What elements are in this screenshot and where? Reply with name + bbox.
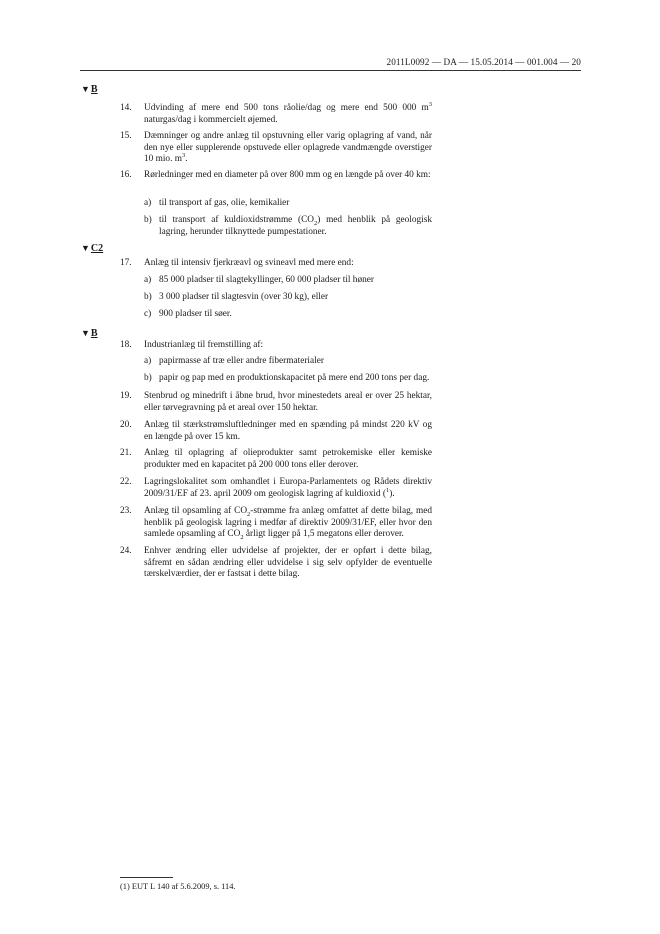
triangle-down-icon: ▼ [81,243,90,253]
list-item-20: 20. Anlæg til stærkstrømsluftledninger med en spænding på mindst 220 kV og en længde på over 15 km. [120,420,432,442]
list-subitem-16a: a) til transport af gas, olie, kemikalier [144,198,290,208]
list-subitem-16b: b) til transport af kuldioxidstrømme $(CO_2)$ med henblik på geologisk lagring, herunder tilknyttede pumpestationer. [144,215,432,237]
list-item-23: 23. Anlæg til opsamling af $CO_2$-strømme fra anlæg omfattet af dette bilag, med henblik på geologisk lagring i medfør af direktiv 2009/31/EF, eller hvor den samlede opsamling af $CO_2$ årligt ligger på 1,5 megatons eller derover. [120,506,432,542]
list-item-19: 19. Stenbrud og minedrift i åbne brud, hvor minestedets areal er over 25 hektar, eller tørvegravning på et areal over 150 hektar. [120,391,432,413]
amendment-marker-b-2[interactable]: ▼B [81,328,98,339]
list-subitem-17b: b) 3 000 pladser til slagtesvin (over 30 kg), eller [144,292,329,302]
list-item-17: 17. Anlæg til intensiv fjerkræavl og svineavl med mere end: [120,258,354,268]
list-item-16: 16. Rørledninger med en diameter på over 800 mm og en længde på over 40 km: [120,170,431,180]
list-item-22: 22. Lagringslokalitet som omhandlet i Europa-Parlamentets og Rådets direktiv 2009/31/EF af 23. april 2009 om geologisk lagring af kuldioxid ($^1$). [120,477,432,499]
list-subitem-17a: a) 85 000 pladser til slagtekyllinger, 60 000 pladser til høner [144,275,374,285]
list-item-24: 24. Enhver ændring eller udvidelse af projekter, der er opført i dette bilag, såfremt en sådan ændring eller udvidelse i sig selv opfylder de eventuelle tærskelværdier, der er fastsat i dette bilag. [120,546,432,580]
list-item-21: 21. Anlæg til oplagring af olieprodukter samt petrokemiske eller kemiske produkter med en kapacitet på 200 000 tons eller derover. [120,448,432,470]
page-header-reference: 2011L0092 — DA — 15.05.2014 — 001.004 — 20 [386,57,581,67]
list-subitem-18b: b) papir og pap med en produktionskapacitet på mere end 200 tons per dag. [144,373,430,383]
triangle-down-icon: ▼ [81,84,90,94]
triangle-down-icon: ▼ [81,328,90,338]
amendment-marker-c2[interactable]: ▼C2 [81,243,104,254]
list-item-14: 14. Udvinding af mere end 500 tons råolie/dag og mere end 500 000 $m^3$ naturgas/dag i kommercielt øjemed. [120,100,432,125]
header-rule [80,70,581,71]
list-subitem-18a: a) papirmasse af træ eller andre fibermaterialer [144,356,324,366]
list-item-18: 18. Industrianlæg til fremstilling af: [120,340,264,350]
footnote-rule [120,877,173,878]
footnote-reference[interactable]: 1 [385,486,390,494]
amendment-marker-b[interactable]: ▼B [81,84,98,95]
list-item-15: 15. Dæmninger og andre anlæg til opstuvning eller varig oplagring af vand, når den nye eller supplerende opstuvede eller oplagrede vandmængde overstiger 10 mio. $m^3$. [120,131,432,165]
list-subitem-17c: c) 900 pladser til søer. [144,309,232,319]
footnote: (1) EUT L 140 af 5.6.2009, s. 114. [120,882,236,891]
